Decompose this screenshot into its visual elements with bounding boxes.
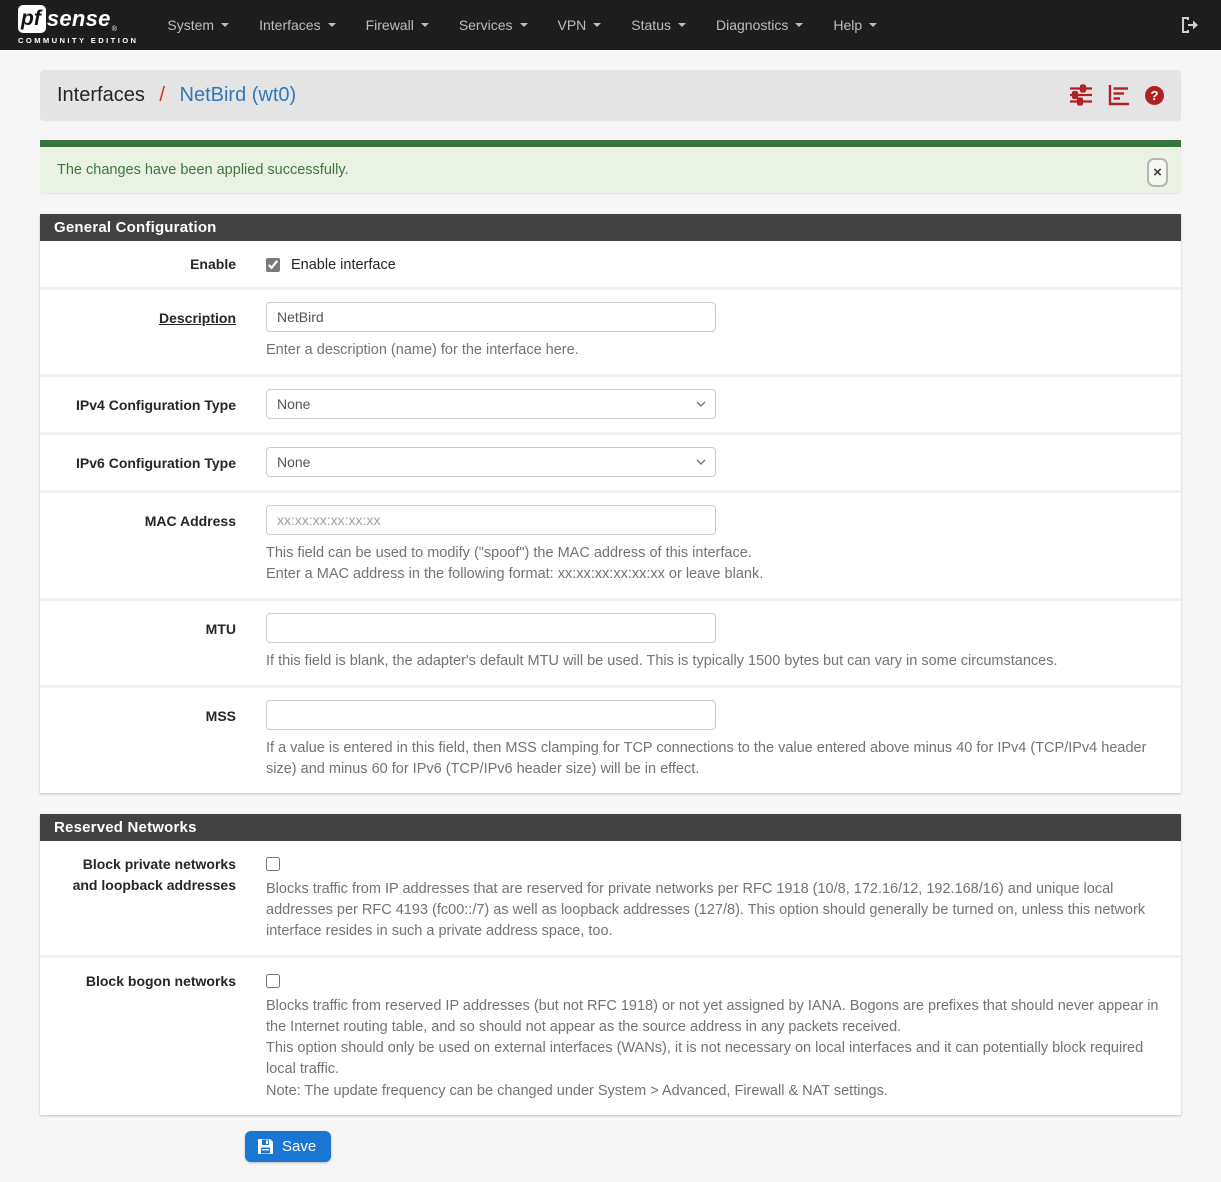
panel-title: Reserved Networks [40,814,1181,841]
registered-mark: ® [111,26,117,33]
alert-close-button[interactable] [1147,158,1168,187]
ipv6-config-select[interactable] [266,447,716,477]
caret-down-icon [593,23,601,27]
nav-item-status[interactable]: Status [616,0,701,50]
enable-interface-checkbox[interactable] [266,258,280,272]
save-floppy-icon [257,1138,274,1155]
enable-label: Enable [190,256,236,272]
logo-tagline: COMMUNITY EDITION [18,36,139,45]
mss-label: MSS [205,708,236,725]
alert-message: The changes have been applied successfully. [57,162,349,178]
nav-item-services[interactable]: Services [444,0,543,50]
pfsense-logo[interactable] [18,5,138,45]
general-configuration-panel [40,214,1181,793]
mac-address-help-2: Enter a MAC address in the following format: xx:xx:xx:xx:xx:xx or leave blank. [266,566,764,583]
description-row [40,290,1181,377]
status-chart-icon [1108,84,1130,106]
sliders-icon [1069,84,1093,106]
mss-input[interactable] [266,700,716,730]
block-bogon-help-2: This option should only be used on external interfaces (WANs), it is not necessary on local interfaces and it can potentially block required local traffic. [266,1040,1144,1078]
block-bogon-help-3: Note: The update frequency can be changed under System > Advanced, Firewall & NAT settings. [266,1082,888,1099]
logo-pf-mark: pf [18,5,46,33]
status-button[interactable] [1108,84,1130,106]
ipv4-config-label: IPv4 Configuration Type [76,397,236,414]
mac-address-help-1: This field can be used to modify ("spoof") the MAC address of this interface. [266,545,752,562]
reserved-networks-panel [40,814,1181,1114]
mtu-label: MTU [205,621,236,638]
nav-item-vpn[interactable]: VPN [543,0,617,50]
caret-down-icon [328,23,336,27]
mtu-help: If this field is blank, the adapter's default MTU will be used. This is typically 1500 bytes but can vary in some circumstances. [266,653,1058,670]
caret-down-icon [795,23,803,27]
logo-sense-text: sense [46,6,111,31]
caret-down-icon [421,23,429,27]
block-bogon-row [40,958,1181,1114]
description-input[interactable] [266,302,716,332]
related-settings-button[interactable] [1069,84,1093,106]
nav-item-firewall[interactable]: Firewall [351,0,444,50]
mac-address-label: MAC Address [144,513,236,530]
description-label: Description [158,310,236,327]
block-private-help: Blocks traffic from IP addresses that are reserved for private networks per RFC 1918 (10/8, 172.16/12, 192.168/16) and unique local addresses per RFC 4193 (fc00::/7) as well as loopback addresses (127/8). This option should generally be turned on, unless this network interface resides in such a private address space, too. [266,881,1146,940]
main-menu [152,0,892,50]
ipv6-config-row [40,435,1181,493]
help-button[interactable] [1145,86,1164,105]
sign-out-button[interactable] [1175,11,1203,39]
breadcrumb-section: Interfaces [57,83,145,106]
mss-help: If a value is entered in this field, then MSS clamping for TCP connections to the value entered above minus 40 for IPv4 (TCP/IPv4 header size) and minus 60 for IPv6 (TCP/IPv6 header size) will be in effect. [266,740,1147,778]
nav-item-interfaces[interactable]: Interfaces [244,0,350,50]
block-private-label: Block private networks and loopback addresses [72,856,236,893]
caret-down-icon [678,23,686,27]
ipv6-config-label: IPv6 Configuration Type [76,455,236,472]
nav-item-diagnostics[interactable]: Diagnostics [701,0,818,50]
description-help: Enter a description (name) for the interface here. [266,342,579,359]
ipv4-config-row [40,377,1181,435]
block-private-row [40,841,1181,958]
block-private-checkbox[interactable] [266,857,280,871]
enable-interface-label: Enable interface [291,257,396,273]
save-button[interactable]: Save [245,1131,331,1162]
block-bogon-checkbox[interactable] [266,974,280,988]
success-alert [40,140,1181,193]
caret-down-icon [869,23,877,27]
nav-item-help[interactable]: Help [818,0,892,50]
mss-row [40,688,1181,793]
block-bogon-label: Block bogon networks [85,973,236,990]
mac-address-row [40,493,1181,601]
mtu-input[interactable] [266,613,716,643]
ipv4-config-select[interactable] [266,389,716,419]
help-icon: ? [1145,86,1164,105]
mtu-row [40,601,1181,688]
close-icon: × [1153,164,1162,181]
caret-down-icon [520,23,528,27]
top-navbar [0,0,1221,50]
enable-row [40,241,1181,290]
nav-item-system[interactable]: System [152,0,244,50]
breadcrumb-separator: / [159,83,165,106]
mac-address-input[interactable] [266,505,716,535]
caret-down-icon [221,23,229,27]
block-bogon-help-1: Blocks traffic from reserved IP addresses (but not RFC 1918) or not yet assigned by IANA. Bogons are prefixes that should never appear in the Internet routing table, and so should not appear as the source address in any packets received. [266,998,1159,1036]
breadcrumb [57,84,296,107]
sign-out-icon [1179,15,1199,35]
panel-title: General Configuration [40,214,1181,241]
page-title-bar [40,70,1181,120]
breadcrumb-page-link[interactable]: NetBird (wt0) [179,83,297,106]
